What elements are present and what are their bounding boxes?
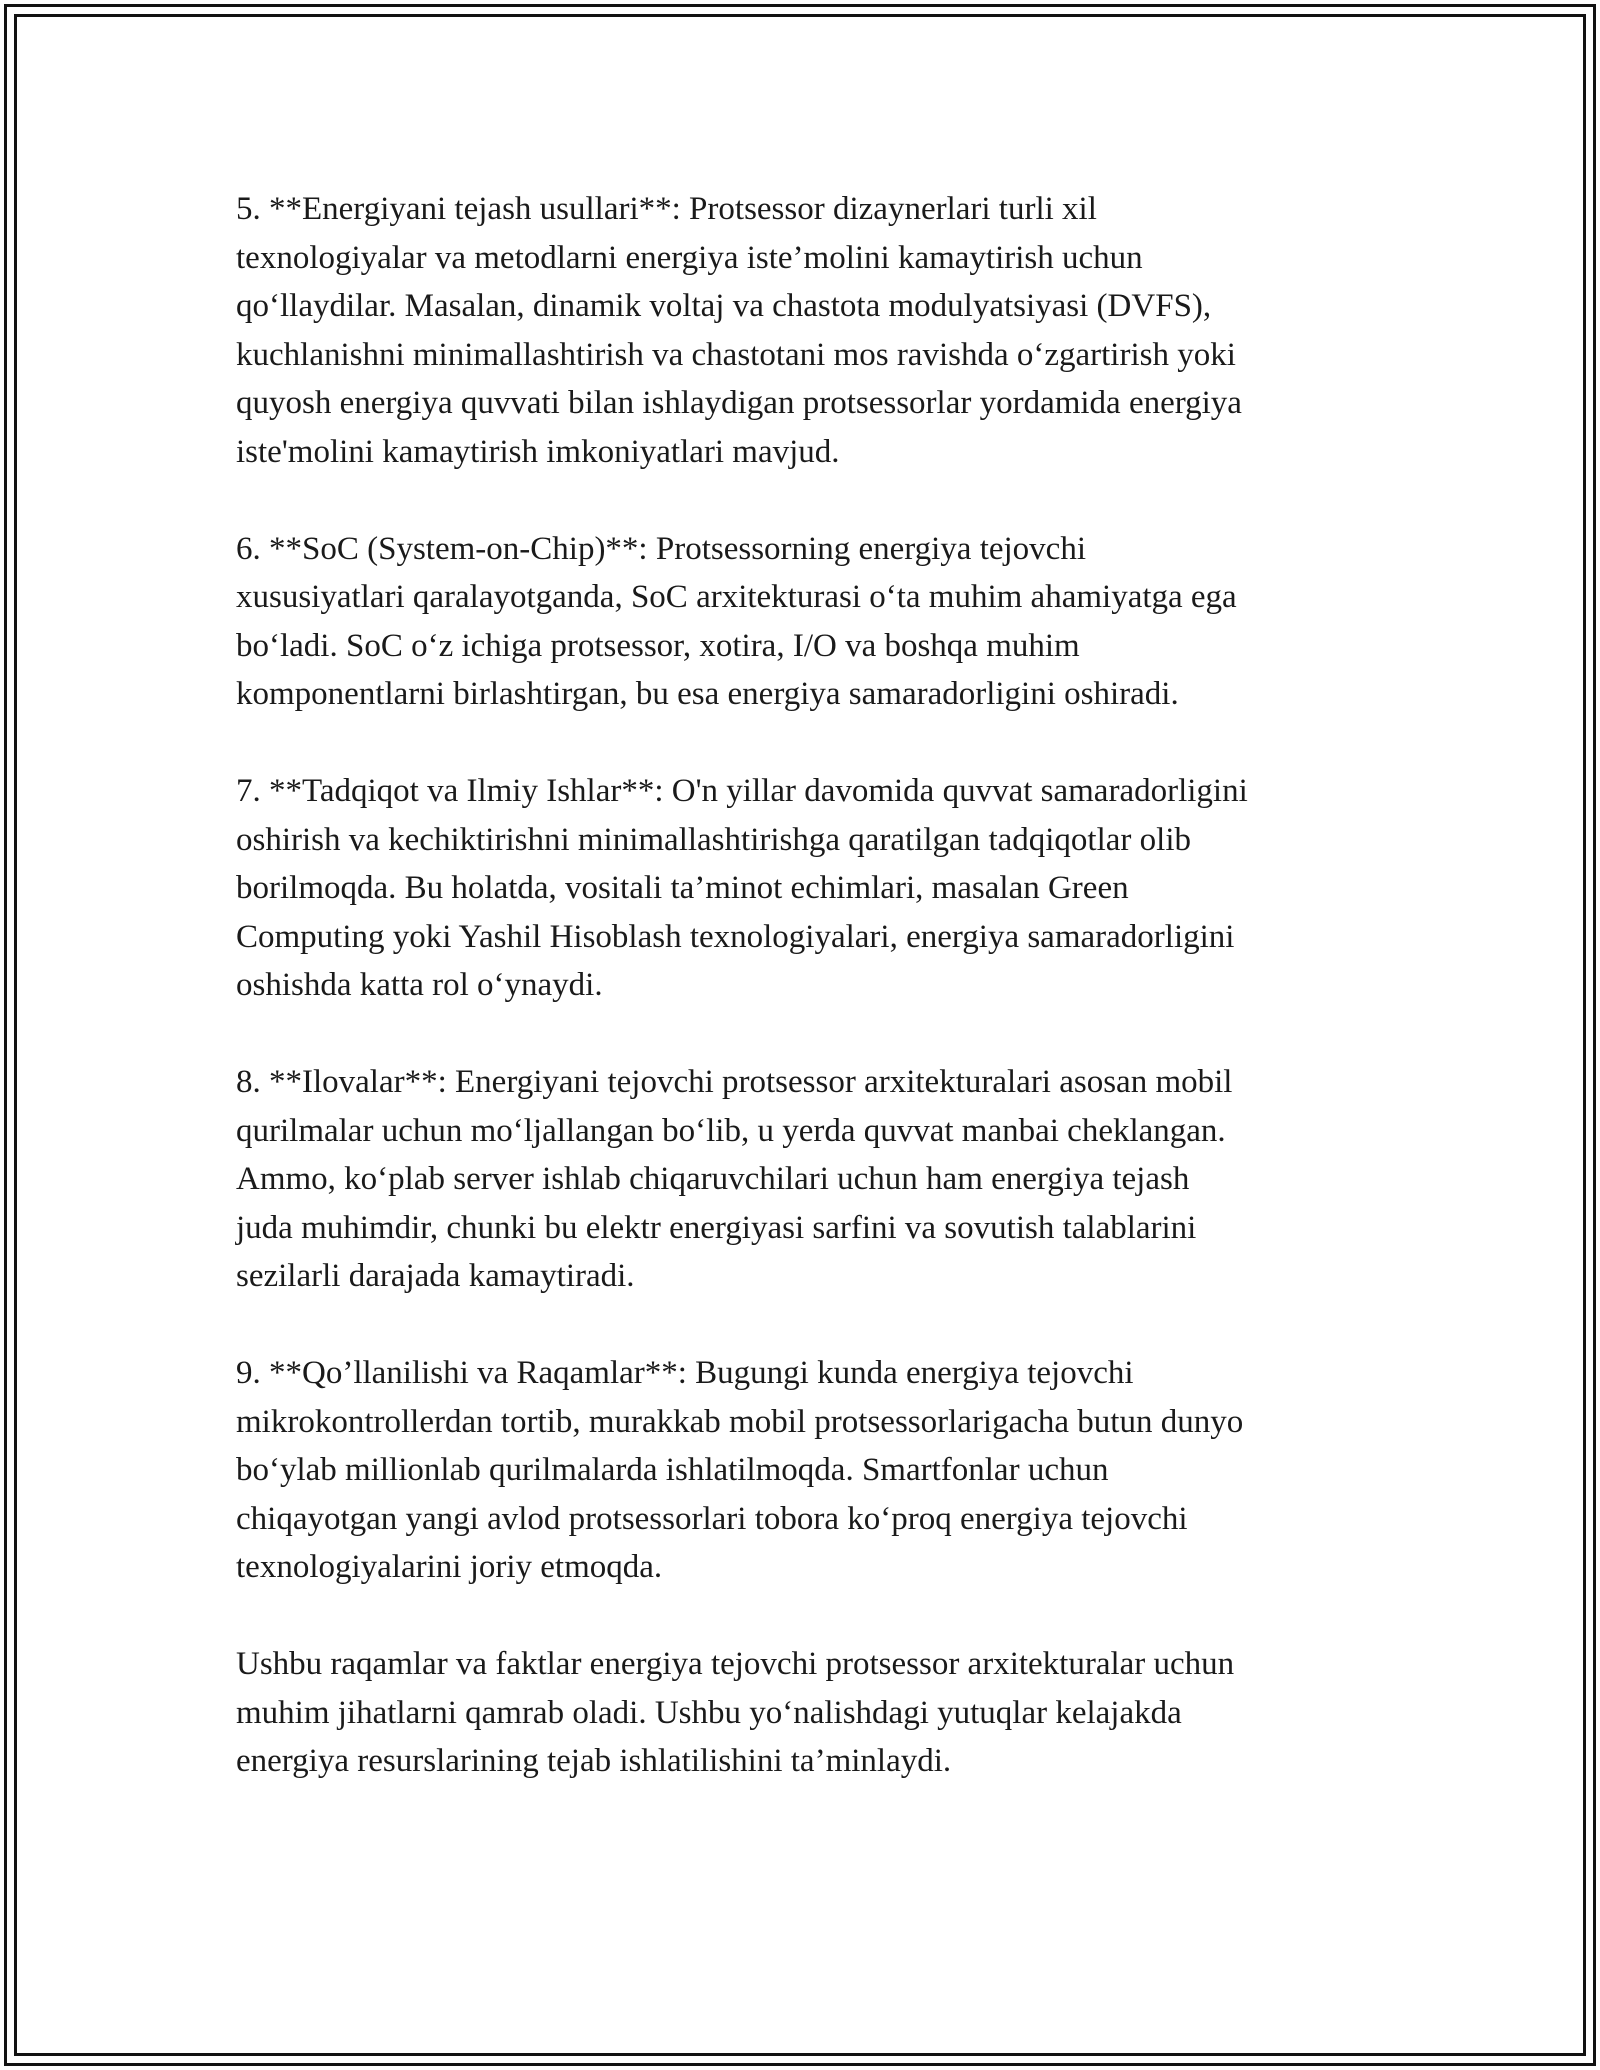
text-line: muhim jihatlarni qamrab oladi. Ushbu yo‘nalishdagi yutuqlar kelajakda <box>236 1694 1182 1731</box>
text-line: quyosh energiya quvvati bilan ishlaydigan protsessorlar yordamida energiya <box>236 385 1242 421</box>
text-line: 8. **Ilovalar**: Energiyani tejovchi protsessor arxitekturalari asosan mobil <box>236 1064 1233 1100</box>
document-body <box>236 185 1386 1834</box>
paragraph-usage-and-numbers <box>236 1349 1386 1592</box>
text-line: 6. **SoC (System-on-Chip)**: Protsessorning energiya tejovchi <box>236 530 1086 567</box>
paragraph-applications <box>236 1058 1386 1301</box>
text-line: Computing yoki Yashil Hisoblash texnologiyalari, energiya samaradorligini <box>236 918 1235 955</box>
text-line: 5. **Energiyani tejash usullari**: Protsessor dizaynerlari turli xil <box>236 191 1097 227</box>
text-line: 9. **Qo’llanilishi va Raqamlar**: Bugungi kunda energiya tejovchi <box>236 1355 1134 1391</box>
paragraph-soc <box>236 525 1386 719</box>
text-line: kuchlanishni minimallashtirish va chastotani mos ravishda o‘zgartirish yoki <box>236 336 1236 373</box>
text-line: mikrokontrollerdan tortib, murakkab mobil protsessorlarigacha butun dunyo <box>236 1403 1244 1440</box>
text-line: qo‘llaydilar. Masalan, dinamik voltaj va chastota modulyatsiyasi (DVFS), <box>236 288 1212 324</box>
text-line: juda muhimdir, chunki bu elektr energiyasi sarfini va sovutish talablarini <box>236 1209 1197 1246</box>
text-line: texnologiyalarini joriy etmoqda. <box>236 1549 663 1585</box>
text-line: xususiyatlari qaralayotganda, SoC arxitekturasi o‘ta muhim ahamiyatga ega <box>236 579 1237 615</box>
paragraph-conclusion <box>236 1640 1386 1786</box>
text-line: bo‘ylab millionlab qurilmalarda ishlatilmoqda. Smartfonlar uchun <box>236 1452 1109 1488</box>
text-line: oshirish va kechiktirishni minimallashtirishga qaratilgan tadqiqotlar olib <box>236 821 1191 858</box>
text-line: bo‘ladi. SoC o‘z ichiga protsessor, xotira, I/O va boshqa muhim <box>236 627 1080 664</box>
text-line: qurilmalar uchun mo‘ljallangan bo‘lib, u yerda quvvat manbai cheklangan. <box>236 1112 1226 1149</box>
text-line: chiqayotgan yangi avlod protsessorlari tobora ko‘proq energiya tejovchi <box>236 1500 1188 1537</box>
text-line: borilmoqda. Bu holatda, vositali ta’minot echimlari, masalan Green <box>236 870 1129 906</box>
text-line: iste'molini kamaytirish imkoniyatlari mavjud. <box>236 433 840 470</box>
text-line: 7. **Tadqiqot va Ilmiy Ishlar**: O'n yillar davomida quvvat samaradorligini <box>236 773 1248 809</box>
text-line: energiya resurslarining tejab ishlatilishini ta’minlaydi. <box>236 1743 952 1779</box>
paragraph-research <box>236 767 1386 1010</box>
text-line: oshishda katta rol o‘ynaydi. <box>236 967 603 1003</box>
text-line: sezilarli darajada kamaytiradi. <box>236 1258 635 1294</box>
text-line: komponentlarni birlashtirgan, bu esa energiya samaradorligini oshiradi. <box>236 676 1179 712</box>
text-line: Ammo, ko‘plab server ishlab chiqaruvchilari uchun ham energiya tejash <box>236 1161 1190 1197</box>
text-line: texnologiyalar va metodlarni energiya iste’molini kamaytirish uchun <box>236 239 1143 276</box>
text-line: Ushbu raqamlar va faktlar energiya tejovchi protsessor arxitekturalar uchun <box>236 1646 1235 1682</box>
paragraph-energy-saving-methods <box>236 185 1386 476</box>
